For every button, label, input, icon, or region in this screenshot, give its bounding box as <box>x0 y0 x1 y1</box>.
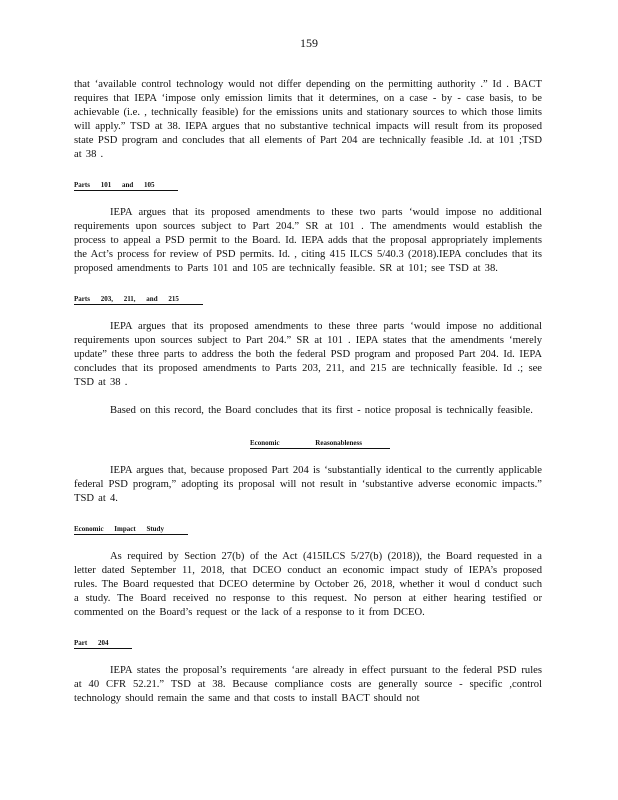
heading-parts-101-105: Parts 101 and 105 <box>74 181 178 191</box>
paragraph-parts-101-105: IEPA argues that its proposed amendments to these two parts ‘would impose no additional requirements upon sources subject to Part 204.” SR at 101 . The amendments would establish the process to appeal a PSD permit to the Board. Id. IEPA adds that the proposal appropriately implements the Act’s process for review of PSD permits. Id. , citing 415 ILCS 5/40.3 (2018).IEPA concludes that its proposed amendments to Parts 101 and 105 are technically feasible. SR at 101; see TSD at 38. <box>74 207 542 274</box>
paragraph-economic-impact-study: As required by Section 27(b) of the Act (415ILCS 5/27(b) (2018)), the Board requested in a letter dated September 11, 2018, that DCEO conduct an economic impact study of IEPA’s proposed rules. The Board requested that DCEO determine by October 26, 2018, whether it woul d conduct such a study. The Board received no response to this request. No person at either hearing testified or commented on the Board’s request or the lack of a response to it from DCEO. <box>74 551 542 618</box>
heading-economic-impact-study: Economic Impact Study <box>74 525 188 535</box>
heading-economic-reasonableness: Economic Reasonableness <box>250 439 390 449</box>
paragraph-parts-203-211-215: IEPA argues that its proposed amendments to these three parts ‘would impose no additional requirements upon sources subject to Part 204.” SR at 101 . IEPA states that the amendments ‘merely update” these three parts to address the both the federal PSD program and proposed Part 204. Id. IEPA concludes that its proposed amendments to Parts 203, 211, and 215 are technically feasible. Id .; see TSD at 38 . <box>74 321 542 388</box>
paragraph-economic-reasonableness: IEPA argues that, because proposed Part 204 is ‘substantially identical to the currently applicable federal PSD program,” adopting its proposal will not result in ‘substantive adverse economic impacts.” TSD at 4. <box>74 465 542 504</box>
paragraph-conclusion: Based on this record, the Board concludes that its first - notice proposal is technically feasible. <box>110 405 533 416</box>
heading-part-204: Part 204 <box>74 639 132 649</box>
heading-parts-203-211-215: Parts 203, 211, and 215 <box>74 295 203 305</box>
paragraph-part-204: IEPA states the proposal’s requirements ‘are already in effect pursuant to the federal PSD rules at 40 CFR 52.21.” TSD at 38. Because compliance costs are generally source - specific ,control technology should remain the same and that costs to install BACT should not <box>74 665 542 704</box>
document-body <box>74 78 542 706</box>
paragraph-intro: that ‘available control technology would not differ depending on the permitting authority .” Id . BACT requires that IEPA ‘impose only emission limits that it determines, on a case - by - case basis, to be achievable (i.e. , technically feasible) for the emissions units and stationary sources to which those limits will apply.” TSD at 38. IEPA argues that no substantive technical impacts will result from its proposed state PSD program and concludes that all elements of Part 204 are technically feasible .Id. at 101 ;TSD at 38 . <box>74 79 542 160</box>
page-number: 159 <box>300 36 318 50</box>
